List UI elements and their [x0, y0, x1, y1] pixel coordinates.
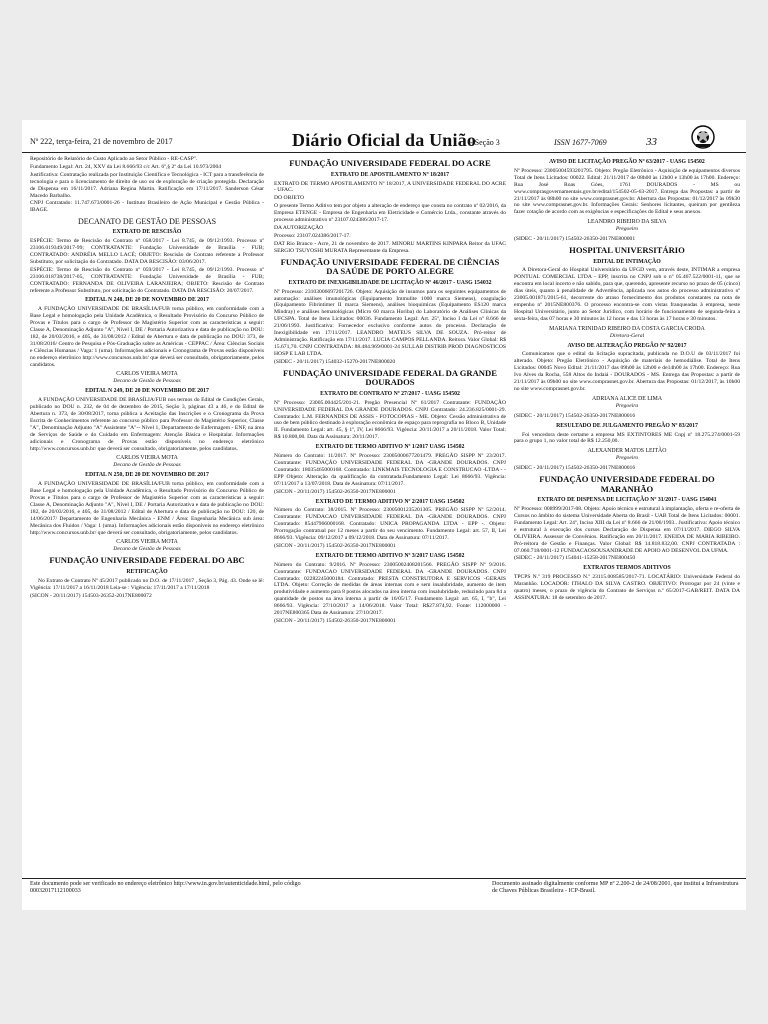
- subsection-heading: EXTRATO DE DISPENSA DE LICITAÇÃO Nº 31/2017 - UASG 154041: [537, 497, 717, 504]
- verification-note: Este documento pode ser verificado no endereço eletrônico http://www.in.gov.br/autenticidade.html, pelo código 00032017112100033: [30, 881, 301, 894]
- reference-code: (SIDEC - 20/11/2017) 154502-26350-2017NE800001: [514, 236, 636, 243]
- page-header: [22, 120, 746, 153]
- paragraph: Justificativa: Contratação realizada por Instituição Científica e Tecnológica - ICT para a transferência de tecnologia e para o licenciamento de direito de uso ou de exploração de criação protegida. Declaração de Dispensa em 16/11/2017. Adriana Regina Martin. Ratificação em 17/11/2017. Sanderson César Macedo Barbalho.: [30, 171, 264, 199]
- signature-name: CARLOS VIEIRA MOTA: [116, 455, 178, 462]
- paragraph: ESPÉCIE: Termo de Rescisão do Contrato nº 058/2017 - Lei 8.745, de 09/12/1993. Processo nº 23106.019349/2017-99; CONTRATANTE: Fundação Universidade de Brasília - FUB; CONTRATADO: ANDRÉIA MELLO LACÉ; OBJETO: Rescisão de Contrato referente a Professor Substituto, por solicitação do Contratado. DATA DA RESCISÃO: 03/06/2017.: [30, 238, 264, 265]
- issue-date: Nº 222, terça-feira, 21 de novembro de 2017: [30, 137, 173, 146]
- reference-code: (SIDEC - 20/11/2017) 154502-26350-2017NE800016: [514, 465, 636, 472]
- reference-code: (SIDEC - 20/11/2017) 154041-15258-2017NE800450: [514, 555, 636, 562]
- section-label: - Seção 3: [470, 138, 500, 147]
- subsection-heading: EXTRATO DE APOSTILAMENTO Nº 18/2017: [330, 171, 450, 178]
- signature-role: Diretora-Geral: [609, 332, 645, 339]
- subsection-heading: EXTRATO DE TERMO ADITIVO Nº 2/2017 UASG 154502: [315, 498, 465, 505]
- subsection-heading: EDITAL N 250, DE 20 DE NOVEMBRO DE 2017: [85, 472, 209, 479]
- paragraph: DAT Rio Branco - Acre, 21 de novembro de 2017. MINORU MARTINS KINPARA Reitor da UFAC SERGIO TSUYOSHI MURATA Representante da Empresa.: [274, 240, 506, 254]
- paragraph: CNPJ Contratado: 11.747.673/0001-26 - Instituto Brasileiro de Ação Municipal e Gestão Pública - IBAGE.: [30, 200, 264, 214]
- signature-name: ADRIANA ALICE DE LIMA: [591, 395, 663, 402]
- signature-role: Pregoeiro: [615, 455, 639, 462]
- organization-heading: HOSPITAL UNIVERSITÁRIO: [569, 244, 685, 255]
- newspaper-page: [22, 120, 746, 910]
- subsection-heading: RESULTADO DE JULGAMENTO PREGÃO Nº 83/2017: [556, 422, 698, 429]
- paragraph: Fundamento Legal: Art. 24, XXV da Lei 8.666/93 c/c Art. 6º,§ 2º da Lei 10.973/2004: [30, 163, 222, 170]
- signature-role: Decano de Gestão de Pessoas: [113, 546, 181, 553]
- subsection-heading: EDITAL N 248, DE 20 DE NOVEMBRO DE 2017: [85, 297, 209, 304]
- column-2: [274, 156, 506, 872]
- subsection-heading: AVISO DE LICITAÇÃO PREGÃO Nº 63/2017 - UASG 154502: [549, 159, 705, 165]
- paragraph: A FUNDAÇÃO UNIVERSIDADE DE BRASÍLIA/FUB torna público, em conformidade com a Base Legal e homologação pela Unidade Acadêmica, o Resultado Provisório do Concurso Público de Provas e Títulos para o cargo de Professor de Magistério Superior com as características a seguir: Classe A, Denominação Adjunto "A", Nível I, DE / Portaria Autorizativa e data de publicação no DOU: 182, de 20/03/2016, e 405, de 31/08/2012 / Edital de Abertura e data de publicação no DOU: 120, de 14/06/2017/ Departamento de Engenharia Mecânica - ENM / Área: Engenharia Mecânica sub área: Mecânica dos Fluidos / Vaga: 1 (uma). Informações adicionais estão disponíveis no endereço eletrônico http://www.concursos.unb.br/ que deverá ser consultado, obrigatoriamente, pelos candidatos.: [30, 481, 264, 536]
- paragraph: ESPÉCIE: Termo de Rescisão do Contrato nº 059/2017 - Lei 8.745, de 09/12/1993. Processo nº 23106.018738/2017-05, CONTRATANTE: Fundação Universidade de Brasília - FUB; CONTRATADO: FERNANDA DE OLIVEIRA LARANJEIRA; OBJETO: Rescisão de Contrato referente a Professor Substituto, por solicitação do Contratado. DATA DA RESCISÃO: 20/07/2017.: [30, 266, 264, 294]
- paragraph: No Extrato de Contrato Nº 45/2017 publicado no D.O. de 17/11/2017 , Seção 3, Pág. 43. Onde se lê: Vigência: 17/11/2017 a 16/11/2018 Leia-se : Vigência: 17/11/2017 a 17/11/2018: [30, 577, 264, 591]
- page-number: 33: [646, 136, 657, 148]
- subsection-heading: EXTRATO DE RESCISÃO: [112, 229, 182, 236]
- paragraph: Comunicamos que o edital da licitação supracitada, publicada no D.O.U de 03/11/2017 foi alterado. Objeto: Pregão Eletrônico - Aquisição de materiais de hemodiálise. Total de Itens Licitados: 00045 Novo Edital: 21/11/2017 das 09h00 às 12h00 e de14h00 às 17h00. Endereço: Rua Ivo Alves da Rocha, 558 Altos do Indaiá - DOURADOS - MS. Entrega das Propostas: a partir de 21/11/2017 às 09h00 no site www.comprasnet.gov.br. Abertura das Propostas: 01/12/2017, às 10h00 no site www.comprasnet.gov.br.: [514, 351, 740, 392]
- section-heading: DECANATO DE GESTÃO DE PESSOAS: [77, 217, 217, 227]
- reference-code: (SIDEC - 20/11/2017) 154502-26350-2017NE800016: [514, 412, 636, 419]
- reference-code: (SICON - 20/11/2017) 154502-26350-2017NE800001: [274, 542, 396, 549]
- paragraph: Nº Processo: 23103006697201726. Objeto: Aquisição de insumos para os seguintes equipamentos de automação: análises imunológicas (Equipamento Immulite 1000 marca Siemens), coagulação (Equipamento Fibrintimer II marca Siemens), análises bioquímicas (Equipamento ES120 marca Mindray) e análises hematológicas (Micro 60 marca Horiba) do Laboratório de Análises Clínicas da UFCSPA. Total de Itens Licitados: 00036. Fundamento Legal: Art. 25º, Inciso I da Lei nº 8.666 de 21/06/1993. Justificativa: Fornecedor exclusivo conforme autos do processo. Declaração de Inexigibilidade em 17/11/2017. LEANDRO MATEUS SILVA DE SOUZA. Pró-reitor de Administração. Ratificação em 17/11/2017. LUCIA CAMPOS PELLANDA. Reitora. Valor Global: R$ 15.671,70. CNPJ CONTRATADA: 88.484.969/0001-24 SULLAB DISTRIB PROD DIAGNOSTICOS HOSP E LAB LTDA.: [274, 288, 506, 357]
- subsection-heading: EDITAL DE INTIMAÇÃO: [593, 258, 661, 265]
- signature-name: CARLOS VIEIRA MOTA: [116, 539, 178, 546]
- signature-name: LEANDRO RIBEIRO DA SILVA: [587, 219, 667, 226]
- paragraph: DO OBJETO: [274, 195, 305, 202]
- subsection-heading: EXTRATO DE INEXIGIBILIDADE DE LICITAÇÃO Nº 46/2017 - UASG 154032: [288, 279, 492, 286]
- organization-heading: FUNDAÇÃO UNIVERSIDADE FEDERAL DO ABC: [49, 555, 245, 566]
- subsection-heading: EXTRATO DE TERMO ADITIVO Nº 3/2017 UASG 154502: [315, 552, 465, 559]
- paragraph: EXTRATO DE TERMO APOSTILAMENTO Nº 18/2017, A UNIVERSIDADE FEDERAL DO ACRE - UFAC.: [274, 180, 506, 194]
- reference-code: (SICON - 20/11/2017) 154503-26352-2017NE800072: [30, 592, 152, 599]
- paragraph: A Diretora-Geral do Hospital Universitário da UFGD vem, através deste, INTIMAR a empresa PONTUAL COMERCIAL LTDA - EPP, inscrita no CNPJ sob o nº 05.467.522/0001-11, que se encontra em local incerto e não sabido, para que, querendo, apresente recurso no prazo de 05 (cinco) dias úteis, quanto à penalidade de Advertência, aplicada nos autos do processo administrativo nº 23005.001871/2015-61, decorrente do atraso fornecimento dos produtos constantes na nota de empenho nº 2015NE800376. O processo encontra-se com vistas franqueadas à empresa, neste Hospital Universitário, junto ao Setor Jurídico, com horário de funcionamento de segunda-feira a sexta-feira, das 07 horas e 30 minutos às 12 horas e das 13 horas às 17 horas e 30 minutos.: [514, 267, 740, 322]
- page-footer: [22, 878, 746, 905]
- reference-code: (SIDEC - 20/11/2017) 154032-15270-2017NE800020: [274, 358, 396, 365]
- signature-name: ALEXANDER MATOS LEITÃO: [587, 448, 667, 455]
- issn: ISSN 1677-7069: [554, 138, 607, 147]
- paragraph: Número do Contrato: 38/2015. Nº Processo: 23005001235201305. PREGÃO SISPP Nº 52/2014. Contratante: FUNDACAO UNIVERSIDADE FEDERAL DA -GRANDE DOURADOS. CNPJ Contratado: 85447966000168. Contratado: UNICA PROPAGANDA LTDA - EPP -. Objeto: Prorrogação contratual por 12 meses a partir do seu vencimento. Fundamento Legal: art. 57, II, Lei 8666/93. Vigência: 09/12/2017 a 09/12/2018. Data de Assinatura: 07/11/2017.: [274, 507, 506, 542]
- column-1: [30, 156, 264, 872]
- paragraph: Nº Processo: 23005004593201795. Objeto: Pregão Eletrônico - Aquisição de equipamentos diversos Total de Itens Licitados: 00022. Edital: 21/11/2017 de 08h00 às 12h00 e 13h00 às 17h00. Endereço: Rua José Roas Góes, 1761 DOURADOS - MS ou www.comprasgovernamentais.gov.br/edital/154502-05-63-2017. Entrega das Propostas: a partir de 21/11/2017 às 08h00 no site www.comprasnet.gov.br. Abertura das Propostas: 01/12/2017 às 09h30 no site www.comprasnet.gov.br. Informações Gerais: Senhores licitantes, queiram por gentileza fazer cotação de acordo com as exigências e especificações do Edital e seus anexos.: [514, 167, 740, 216]
- signature-name: MARIANA TRINIDAD RIBEIRO DA COSTA GARCIA CRODA: [549, 325, 705, 332]
- paragraph: Número do Contrato: 11/2017. Nº Processo: 23005000677201479. PREGÃO SISPP Nº 23/2017. Contratante: FUNDAÇÃO UNIVERSIDADE FEDERAL DA -GRANDE DOURADOS. CNPJ Contratado: 18035465000168. Contratado: LINKMAIS TECNOLOGIA E CONSTRUCAO -LTDA - - EPP Objeto: Alteração da qualificação da contratada.Fundamento Legal: Lei 8666/93. Vigência: 07/11/2017 a 13/07/2018. Data de Assinatura: 07/11/2017.: [274, 453, 506, 487]
- subsection-heading: EXTRATO DE CONTRATO Nº 27/2017 - UASG 154502: [320, 390, 460, 397]
- signature-role: Decano de Gestão de Pessoas: [113, 378, 181, 385]
- paragraph: Número do Contrato: 9/2016. Nº Processo: 23005002408201566. PREGÃO SISPP Nº 9/2016. Contratante: FUNDACAO UNIVERSIDADE FEDERAL DA -GRANDE DOURADOS. CNPJ Contratado: 02282245000184. Contratado: PRESTA CONSTRUTORA E SERVICOS -GERAIS LTDA. Objeto: Correção de medidas de áreas internas com e sem insalubridade, aumento de item produtividade e aumento para 8 postos alocados na área interna com insalubridade, reduzindo para 84 a quantidade de postos na área interna a partir de 16/05/17. Fundamento Legal: art. 65, I, "b", Lei 8666/93. Vigência: 27/10/2017 a 14/06/2018. Valor Total: R$27.874,92. Fonte: 112000000 - 2017NE800365 Data de Assinatura: 27/10/2017.: [274, 561, 506, 617]
- paragraph: TPCPS N.º 319 PROCESSO N.º 23115.008585/2017-71. LOCATÁRIO: Universidade Federal do Maranhão. LOCADOR: ITHALO DA SILVA CASTRO. OBJETIVO: Prorrogar por 24 (vinte e quatro) meses, o prazo de vigência do Contrato de Serviços n.º 65/2017-GAB/REIT. DATA DA ASSINATURA: 18 de setembro de 2017.: [514, 574, 740, 601]
- paragraph: O presente Termo Aditivo tem por objeto a alteração de endereço que consta no contrato nº 02/2016, da Empresa ETENGE - Empresa de Engenharia em Eletricidade e Comércio Ltda., constante através do processo administrativo nº 23107.024386/2017-17.: [274, 203, 506, 224]
- subsection-heading: EXTRATOS TERMOS ADITIVOS: [583, 565, 671, 572]
- paragraph: Processo: 23107.024386/2017-17.: [274, 232, 351, 239]
- coat-of-arms-icon: [690, 124, 716, 150]
- paragraph: Repositório de Relatório de Custo Aplicado ao Setor Público - RE-CASP".: [30, 156, 198, 162]
- signature-name: CARLOS VIEIRA MOTA: [116, 371, 178, 378]
- signature-role: Pregoeira: [615, 402, 639, 409]
- subsection-heading: AVISO DE ALTERAÇÃO PREGÃO Nº 92/2017: [567, 342, 687, 349]
- organization-heading: FUNDAÇÃO UNIVERSIDADE FEDERAL DO MARANHÃO: [539, 474, 715, 494]
- organization-heading: FUNDAÇÃO UNIVERSIDADE FEDERAL DO ACRE: [289, 158, 491, 168]
- paragraph: A FUNDAÇÃO UNIVERSIDADE DE BRASÍLIA/FUB nos termos do Edital de Condições Gerais, publicado no DOU n. 232, de 04 de dezembro de 2015, Seção 3, páginas 43 a 46, e do Edital de Abertura n. 373, de 30/08/2017, torna pública a Aceitação das Inscrições e o Cronograma da Prova Escrita de Conhecimentos referente ao concurso público para Professor do Magistério Superior, Classe "A", Denominação Adjunto "A" Assistente "A"-- Nível 1, Departamento de Enfermagem - ENF, na área de Serviços de Saúde e do Cuidado em Enfermagem: Atenção Básica e Hospitalar. Informações adicionais e Cronograma de Provas estão disponíveis no endereço eletrônico http://www.concursos.unb.br/ que deverá ser consultado, obrigatoriamente, pelos candidatos.: [30, 397, 264, 452]
- subsection-heading: EXTRATO DE TERMO ADITIVO Nº 1/2017 UASG 154502: [315, 444, 465, 451]
- subsection-heading: RETIFICAÇÃO: [126, 568, 168, 575]
- paragraph: Nº Processo: 008999/2017-08. Objeto: Apoio técnico e estrutural à implantação, oferta e re-oferta de Cursos no âmbito do sistema Universidade Aberta do Brasil - UAB Total de Itens Licitados: 00001. Fundamento Legal: Art. 24º, Inciso XIII da Lei nº 8.666 de 21/06/1993.. Justificativa: Apoio técnico e estrutural à execução dos cursos Declaração de Dispensa em 07/11/2017. DIEGO SILVA OLIVEIRA. Assessor de Convênios. Ratificação em 20/11/2017. ENEIDA DE MARIA RIBEIRO. Pró-reitora de Gestão e Finanças. Valor Global: R$ 14.818.832,00. CNPJ CONTRATADA : 07.060.718/0001-12 FUNDACAOSOUSANDRADE DE APOIO AO DESENVOL DA UFMA.: [514, 506, 740, 554]
- paragraph: Nº Processo: 23005.004425/201-21. Pregão Presencial Nº 61/2017 Contratante: FUNDAÇÃO UNIVERSIDADE FEDERAL DA GRANDE DOURADOS. CNPJ Contratado: 24.236.825/0001-29. Contratado: L.M. FERNANDES DE ASSIS - FOTOCOPIAS - ME. Objeto: Cessão administrativa de uso de bem público destinado à exploração econômica de espaço para reprografia no Bloco B, Unidade II. Fundamento Legal: art. 45, § 1º, IV, Lei 8666/93. Vigência: 20/11/2017 a 20/11/2018. Valor Total: R$ 10.800,00. Data da Assinatura: 20/11/2017.: [274, 399, 506, 441]
- signature-role: Decano de Gestão de Pessoas: [113, 462, 181, 469]
- signature-note: Documento assinado digitalmente conforme MP nº 2.200-2 de 24/08/2001, que institui a Infraestrutura de Chaves Públicas Brasileira - ICP-Brasil.: [492, 881, 739, 894]
- reference-code: (SICON - 20/11/2017) 154502-26350-2017NE800001: [274, 618, 396, 624]
- paragraph: A FUNDAÇÃO UNIVERSIDADE DE BRASÍLIA/FUB torna público, em conformidade com a Base Legal e homologação pela Unidade Acadêmica, o Resultado Provisório do Concurso Público de Provas e Títulos para o cargo de Professor de Magistério Superior com as características a seguir: Classe A, Denominação Adjunto "A", Nível I, DE / Portaria Autorizativa e data de publicação no DOU: 182, de 20/03/2016, e 405, de 31/08/2012 / Edital de Abertura e data de publicação no DOU: 373, de 31/08/2016/ Centro de Pesquisa e Pós-Graduação sobre as Américas - CEPPAC / Área: Ciências Sociais e Ciências Humanas / Vaga: 1 (uma). Informações adicionais e Cronograma de Provas estão disponíveis no endereço eletrônico http://www.concursos.unb.br/ que deverá ser consultado, obrigatoriamente, pelos candidatos.: [30, 306, 264, 368]
- subsection-heading: EDITAL N 249, DE 20 DE NOVEMBRO DE 2017: [85, 388, 209, 395]
- column-3: [514, 156, 740, 872]
- journal-title: Diário Oficial da União: [292, 130, 477, 150]
- paragraph: DA AUTORIZAÇÃO: [274, 224, 324, 231]
- organization-heading: FUNDAÇÃO UNIVERSIDADE FEDERAL DE CIÊNCIAS DA SAÚDE DE PORTO ALEGRE: [280, 256, 500, 277]
- organization-heading: FUNDAÇÃO UNIVERSIDADE FEDERAL DA GRANDE DOURADOS: [283, 367, 497, 388]
- signature-role: Pregoeiro: [615, 226, 639, 233]
- reference-code: (SICON - 20/11/2017) 154502-26350-2017NE800001: [274, 488, 396, 495]
- paragraph: Foi vencedora deste certame a empresa MS EXTINTORES ME Cnpj nº 18.275.274/0001-59 para o grupo 1, no valor total de R$ 12.250,00.: [514, 431, 740, 445]
